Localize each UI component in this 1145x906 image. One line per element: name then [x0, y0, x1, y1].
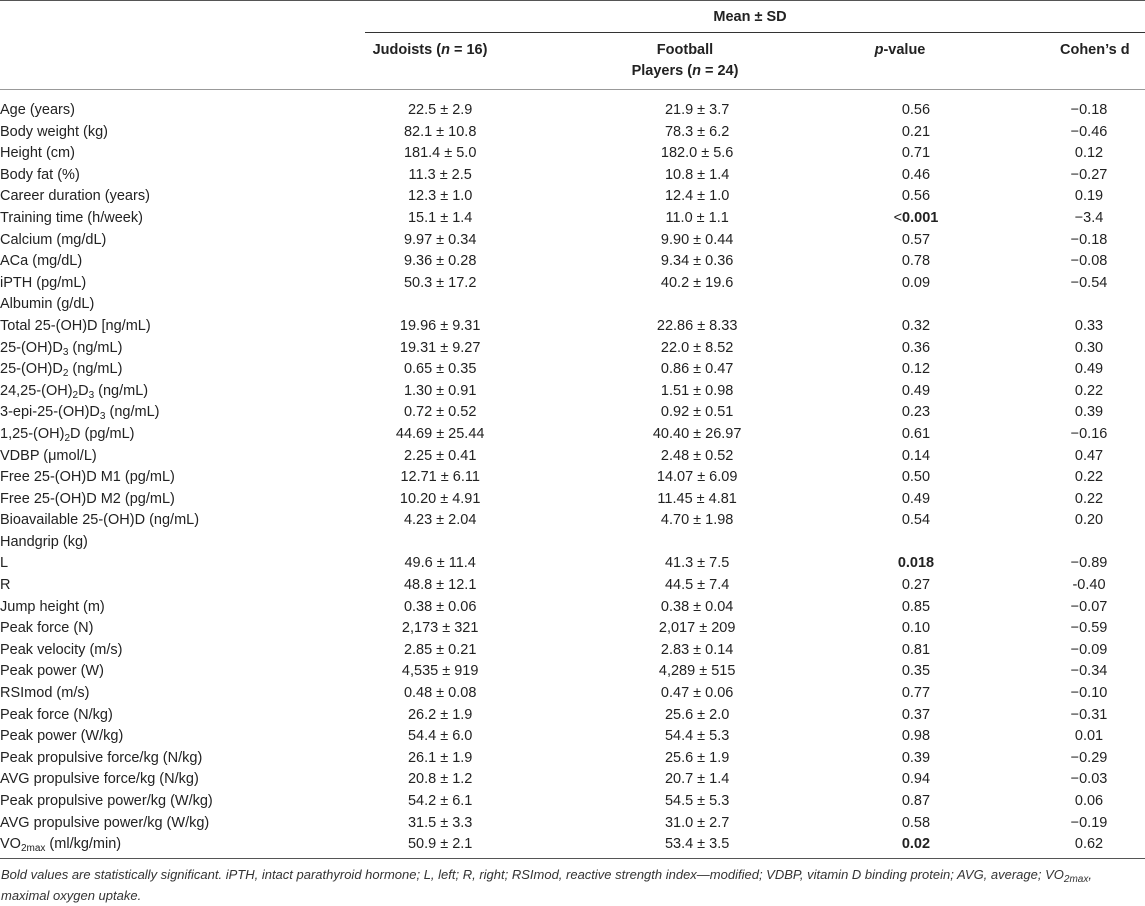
cell-football: 53.4 ± 3.5 [664, 836, 730, 853]
row-label: Free 25-(OH)D M1 (pg/mL) [0, 469, 175, 486]
table-row [0, 467, 1145, 489]
cell-judoists: 15.1 ± 1.4 [407, 209, 473, 226]
table-row [0, 791, 1145, 813]
table-row [0, 143, 1145, 165]
row-label: VDBP (μmol/L) [0, 447, 97, 464]
table-row [0, 359, 1145, 381]
cell-p-value: 0.35 [901, 663, 931, 680]
row-label: ACa (mg/dL) [0, 253, 83, 270]
cell-judoists: 54.4 ± 6.0 [407, 728, 473, 745]
table-row [0, 553, 1145, 575]
cell-cohens-d [1033, 294, 1145, 316]
table-row [0, 338, 1145, 360]
table-row [0, 446, 1145, 468]
cell-p-value: 0.46 [901, 166, 931, 183]
cell-p-value: 0.71 [901, 145, 931, 162]
cell-judoists: 2.85 ± 0.21 [403, 641, 477, 658]
group-header-mean-sd: Mean ± SD [713, 9, 787, 25]
table-row [0, 726, 1145, 748]
cell-cohens-d: −0.89 [1070, 555, 1108, 572]
cell-cohens-d: 0.39 [1074, 404, 1104, 421]
cell-cohens-d: 0.33 [1074, 317, 1104, 334]
cell-p-value: 0.49 [901, 382, 931, 399]
cell-judoists: 0.38 ± 0.06 [403, 598, 477, 615]
cell-p-value: 0.61 [901, 425, 931, 442]
cell-football: 0.38 ± 0.04 [660, 598, 734, 615]
cell-p-value: 0.57 [901, 231, 931, 248]
cell-cohens-d: −0.03 [1070, 771, 1108, 788]
row-label: Jump height (m) [0, 598, 105, 615]
table-row [0, 640, 1145, 662]
table-row [0, 705, 1145, 727]
cell-cohens-d: −3.4 [1074, 209, 1104, 226]
cell-football: 54.5 ± 5.3 [664, 793, 730, 809]
cell-cohens-d: −0.07 [1070, 598, 1108, 615]
cell-p-value: 0.56 [901, 102, 931, 118]
cell-p-value: 0.10 [901, 620, 931, 637]
cell-football: 2.48 ± 0.52 [660, 447, 734, 464]
cell-football: 40.2 ± 19.6 [660, 274, 734, 291]
cell-football: 9.90 ± 0.44 [660, 231, 734, 248]
row-label: Peak power (W) [0, 663, 104, 680]
table-row [0, 100, 1145, 122]
cell-p-value: 0.32 [901, 317, 931, 334]
table-row [0, 251, 1145, 273]
cell-judoists: 12.3 ± 1.0 [407, 188, 473, 205]
cell-judoists: 19.31 ± 9.27 [399, 339, 481, 356]
cell-football: 2.83 ± 0.14 [660, 641, 734, 658]
table-row [0, 661, 1145, 683]
row-label: Calcium (mg/dL) [0, 231, 107, 248]
table-row [0, 122, 1145, 144]
cell-judoists: 50.3 ± 17.2 [403, 274, 477, 291]
cell-cohens-d: −0.31 [1070, 706, 1108, 723]
table-row [0, 294, 1145, 316]
cell-football: 11.0 ± 1.1 [665, 209, 729, 226]
table-row [0, 748, 1145, 770]
row-label: Free 25-(OH)D M2 (pg/mL) [0, 490, 175, 507]
cell-p-value: 0.02 [901, 836, 931, 853]
row-label: Peak force (N) [0, 620, 94, 637]
cell-cohens-d: 0.22 [1074, 469, 1104, 486]
table-row [0, 402, 1145, 424]
column-header-cohens-d: Cohen’s d [1060, 42, 1130, 58]
cell-judoists: 11.3 ± 2.5 [408, 166, 472, 183]
cell-football: 12.4 ± 1.0 [664, 188, 730, 205]
table-row [0, 510, 1145, 532]
cell-football: 0.86 ± 0.47 [660, 361, 734, 378]
cell-football: 4.70 ± 1.98 [660, 512, 734, 529]
row-label: Peak force (N/kg) [0, 706, 113, 723]
bottom-rule [0, 858, 1145, 859]
cell-football: 9.34 ± 0.36 [660, 253, 734, 270]
header-rule [0, 89, 1145, 90]
row-label: RSImod (m/s) [0, 685, 90, 702]
cell-cohens-d: 0.19 [1074, 188, 1104, 205]
cell-cohens-d: 0.22 [1074, 382, 1104, 399]
table-row [0, 230, 1145, 252]
cell-football: 78.3 ± 6.2 [664, 123, 730, 140]
cell-p-value [845, 294, 987, 316]
cell-cohens-d: 0.30 [1074, 339, 1104, 356]
cell-judoists: 1.30 ± 0.91 [403, 382, 477, 399]
row-label: Age (years) [0, 102, 75, 118]
cell-judoists: 31.5 ± 3.3 [407, 814, 473, 831]
cell-p-value: 0.27 [901, 577, 931, 594]
table-row [0, 575, 1145, 597]
table-row [0, 273, 1145, 295]
cell-cohens-d: 0.12 [1074, 145, 1104, 162]
group-header-rule [365, 32, 1145, 33]
cell-p-value: 0.36 [901, 339, 931, 356]
cell-football: 10.8 ± 1.4 [664, 166, 730, 183]
row-label: $25-(OH)D_2$ (ng/mL) [0, 361, 123, 380]
cell-p-value: 0.49 [901, 490, 931, 507]
row-label: R [0, 577, 11, 594]
cell-cohens-d: 0.06 [1074, 793, 1104, 809]
cell-cohens-d: −0.59 [1070, 620, 1108, 637]
row-label: L [0, 555, 9, 572]
cell-p-value: 0.77 [901, 685, 931, 702]
cell-football: 14.07 ± 6.09 [656, 469, 738, 486]
table-row [0, 618, 1145, 640]
cell-cohens-d: −0.29 [1070, 749, 1108, 766]
cell-p-value: 0.21 [901, 123, 931, 140]
cell-p-value: 0.018 [897, 555, 935, 572]
row-label: Handgrip (kg) [0, 533, 88, 550]
row-label: Body weight (kg) [0, 123, 108, 140]
row-label: $1,25-(OH)_2D$ (pg/mL) [0, 425, 135, 444]
cell-p-value: 0.14 [901, 447, 931, 464]
cell-p-value: <0.001 [893, 209, 939, 226]
row-label: Peak propulsive force/kg (N/kg) [0, 749, 203, 766]
cell-cohens-d: -0.40 [1072, 577, 1106, 594]
column-header-football: Football Players (n = 24) [631, 42, 739, 79]
row-label: $25-(OH)D_3$ (ng/mL) [0, 339, 123, 358]
cell-judoists: 49.6 ± 11.4 [404, 555, 476, 572]
cell-football: 25.6 ± 1.9 [664, 749, 730, 766]
cell-football: 182.0 ± 5.6 [660, 145, 734, 162]
row-label: AVG propulsive power/kg (W/kg) [0, 814, 210, 831]
cell-cohens-d: −0.46 [1070, 123, 1108, 140]
cell-judoists: 22.5 ± 2.9 [407, 102, 473, 118]
table-row [0, 208, 1145, 230]
row-label: Height (cm) [0, 145, 75, 162]
table-row [0, 165, 1145, 187]
row-label: $24,25-(OH)_2D_3$ (ng/mL) [0, 382, 149, 401]
cell-cohens-d: 0.49 [1074, 361, 1104, 378]
row-label: $3-epi-25-(OH)D_3$ (ng/mL) [0, 404, 160, 423]
cell-judoists: 48.8 ± 12.1 [403, 577, 477, 594]
cell-cohens-d: −0.09 [1070, 641, 1108, 658]
cell-p-value: 0.87 [901, 793, 931, 809]
cell-p-value: 0.09 [901, 274, 931, 291]
cell-p-value: 0.78 [901, 253, 931, 270]
cell-football: 44.5 ± 7.4 [664, 577, 730, 594]
cell-p-value: 0.98 [901, 728, 931, 745]
cell-football: 41.3 ± 7.5 [664, 555, 730, 572]
cell-cohens-d: −0.08 [1070, 253, 1108, 270]
cell-cohens-d: 0.01 [1074, 728, 1104, 745]
cell-judoists: 0.72 ± 0.52 [403, 404, 477, 421]
cell-judoists: 0.48 ± 0.08 [403, 685, 477, 702]
cell-judoists: 9.36 ± 0.28 [403, 253, 477, 270]
cell-judoists: 181.4 ± 5.0 [403, 145, 477, 162]
row-label: Career duration (years) [0, 188, 150, 205]
cell-cohens-d: −0.19 [1070, 814, 1108, 831]
cell-cohens-d: −0.54 [1070, 274, 1108, 291]
row-label: $VO_{2max}$ (ml/kg/min) [0, 836, 122, 855]
cell-cohens-d [1033, 532, 1145, 554]
row-label: Albumin (g/dL) [0, 296, 95, 313]
row-label: Training time (h/week) [0, 209, 143, 226]
cell-judoists: 4,535 ± 919 [401, 663, 479, 680]
cell-cohens-d: 0.22 [1074, 490, 1104, 507]
column-header-judoists: Judoists (n = 16) [372, 42, 488, 58]
table-row [0, 532, 1145, 554]
cell-judoists: 26.1 ± 1.9 [407, 749, 473, 766]
cell-football: 20.7 ± 1.4 [664, 771, 730, 788]
cell-football [611, 532, 784, 554]
row-label: iPTH (pg/mL) [0, 274, 87, 291]
row-label: Peak propulsive power/kg (W/kg) [0, 793, 213, 809]
cell-cohens-d: −0.16 [1070, 425, 1108, 442]
cell-football: 0.47 ± 0.06 [660, 685, 734, 702]
table-row [0, 769, 1145, 791]
cell-judoists: 82.1 ± 10.8 [403, 123, 477, 140]
cell-cohens-d: −0.18 [1070, 231, 1108, 248]
cell-judoists: 10.20 ± 4.91 [399, 490, 481, 507]
cell-football: 2,017 ± 209 [658, 620, 736, 637]
top-rule [0, 0, 1145, 1]
table-row [0, 813, 1145, 835]
cell-football: 31.0 ± 2.7 [664, 814, 730, 831]
row-label: Bioavailable 25-(OH)D (ng/mL) [0, 512, 200, 529]
cell-p-value: 0.23 [901, 404, 931, 421]
cell-cohens-d: −0.10 [1070, 685, 1108, 702]
table-row [0, 597, 1145, 619]
table-row [0, 424, 1145, 446]
cell-cohens-d: 0.62 [1074, 836, 1104, 853]
cell-cohens-d: −0.34 [1070, 663, 1108, 680]
cell-football: 11.45 ± 4.81 [657, 490, 737, 507]
cell-judoists: 9.97 ± 0.34 [403, 231, 477, 248]
cell-judoists: 2.25 ± 0.41 [403, 447, 477, 464]
table-row [0, 316, 1145, 338]
cell-judoists: 2,173 ± 321 [401, 620, 479, 637]
cell-football: 22.0 ± 8.52 [660, 339, 734, 356]
cell-p-value: 0.12 [901, 361, 931, 378]
data-table [0, 100, 1145, 856]
table-row [0, 186, 1145, 208]
table-row [0, 489, 1145, 511]
cell-football: 54.4 ± 5.3 [664, 728, 730, 745]
cell-judoists: 12.71 ± 6.11 [400, 469, 480, 486]
cell-p-value [845, 532, 987, 554]
row-label: Peak velocity (m/s) [0, 641, 123, 658]
cell-judoists: 0.65 ± 0.35 [403, 361, 477, 378]
cell-p-value: 0.58 [901, 814, 931, 831]
cell-p-value: 0.94 [901, 771, 931, 788]
table-row [0, 834, 1145, 856]
cell-cohens-d: 0.20 [1074, 512, 1104, 529]
cell-cohens-d: −0.27 [1070, 166, 1108, 183]
row-label: Total 25-(OH)D [ng/mL) [0, 317, 151, 334]
cell-judoists: 4.23 ± 2.04 [403, 512, 477, 529]
cell-football: 1.51 ± 0.98 [660, 382, 734, 399]
cell-football: 21.9 ± 3.7 [664, 102, 730, 118]
cell-p-value: 0.81 [901, 641, 931, 658]
table-row [0, 381, 1145, 403]
cell-judoists: 26.2 ± 1.9 [407, 706, 473, 723]
row-label: Peak power (W/kg) [0, 728, 124, 745]
cell-football: 40.40 ± 26.97 [652, 425, 742, 442]
table-footnote: Bold values are statistically significant. iPTH, intact parathyroid hormone; L, left; R, right; RSImod, reactive strength index—modified; VDBP, vitamin D binding protein; AVG, average; $VO_{2max}$, maximal oxygen uptake. [1, 867, 1092, 903]
row-label: AVG propulsive force/kg (N/kg) [0, 771, 199, 788]
cell-judoists: 44.69 ± 25.44 [395, 425, 485, 442]
cell-judoists: 19.96 ± 9.31 [399, 317, 481, 334]
cell-p-value: 0.50 [901, 469, 931, 486]
cell-football [611, 294, 784, 316]
cell-judoists: 54.2 ± 6.1 [407, 793, 473, 809]
cell-cohens-d: 0.47 [1074, 447, 1104, 464]
cell-p-value: 0.39 [901, 749, 931, 766]
row-label: Body fat (%) [0, 166, 80, 183]
column-header-p-value: p-value [874, 42, 926, 58]
cell-p-value: 0.85 [901, 598, 931, 615]
cell-judoists: 20.8 ± 1.2 [407, 771, 473, 788]
cell-football: 22.86 ± 8.33 [656, 317, 738, 334]
table-row [0, 683, 1145, 705]
cell-football: 0.92 ± 0.51 [660, 404, 734, 421]
cell-p-value: 0.54 [901, 512, 931, 529]
cell-judoists [371, 294, 508, 316]
cell-judoists: 50.9 ± 2.1 [407, 836, 473, 853]
cell-football: 25.6 ± 2.0 [664, 706, 730, 723]
cell-judoists [371, 532, 508, 554]
cell-p-value: 0.37 [901, 706, 931, 723]
cell-cohens-d: −0.18 [1070, 102, 1108, 118]
cell-football: 4,289 ± 515 [658, 663, 736, 680]
cell-p-value: 0.56 [901, 188, 931, 205]
